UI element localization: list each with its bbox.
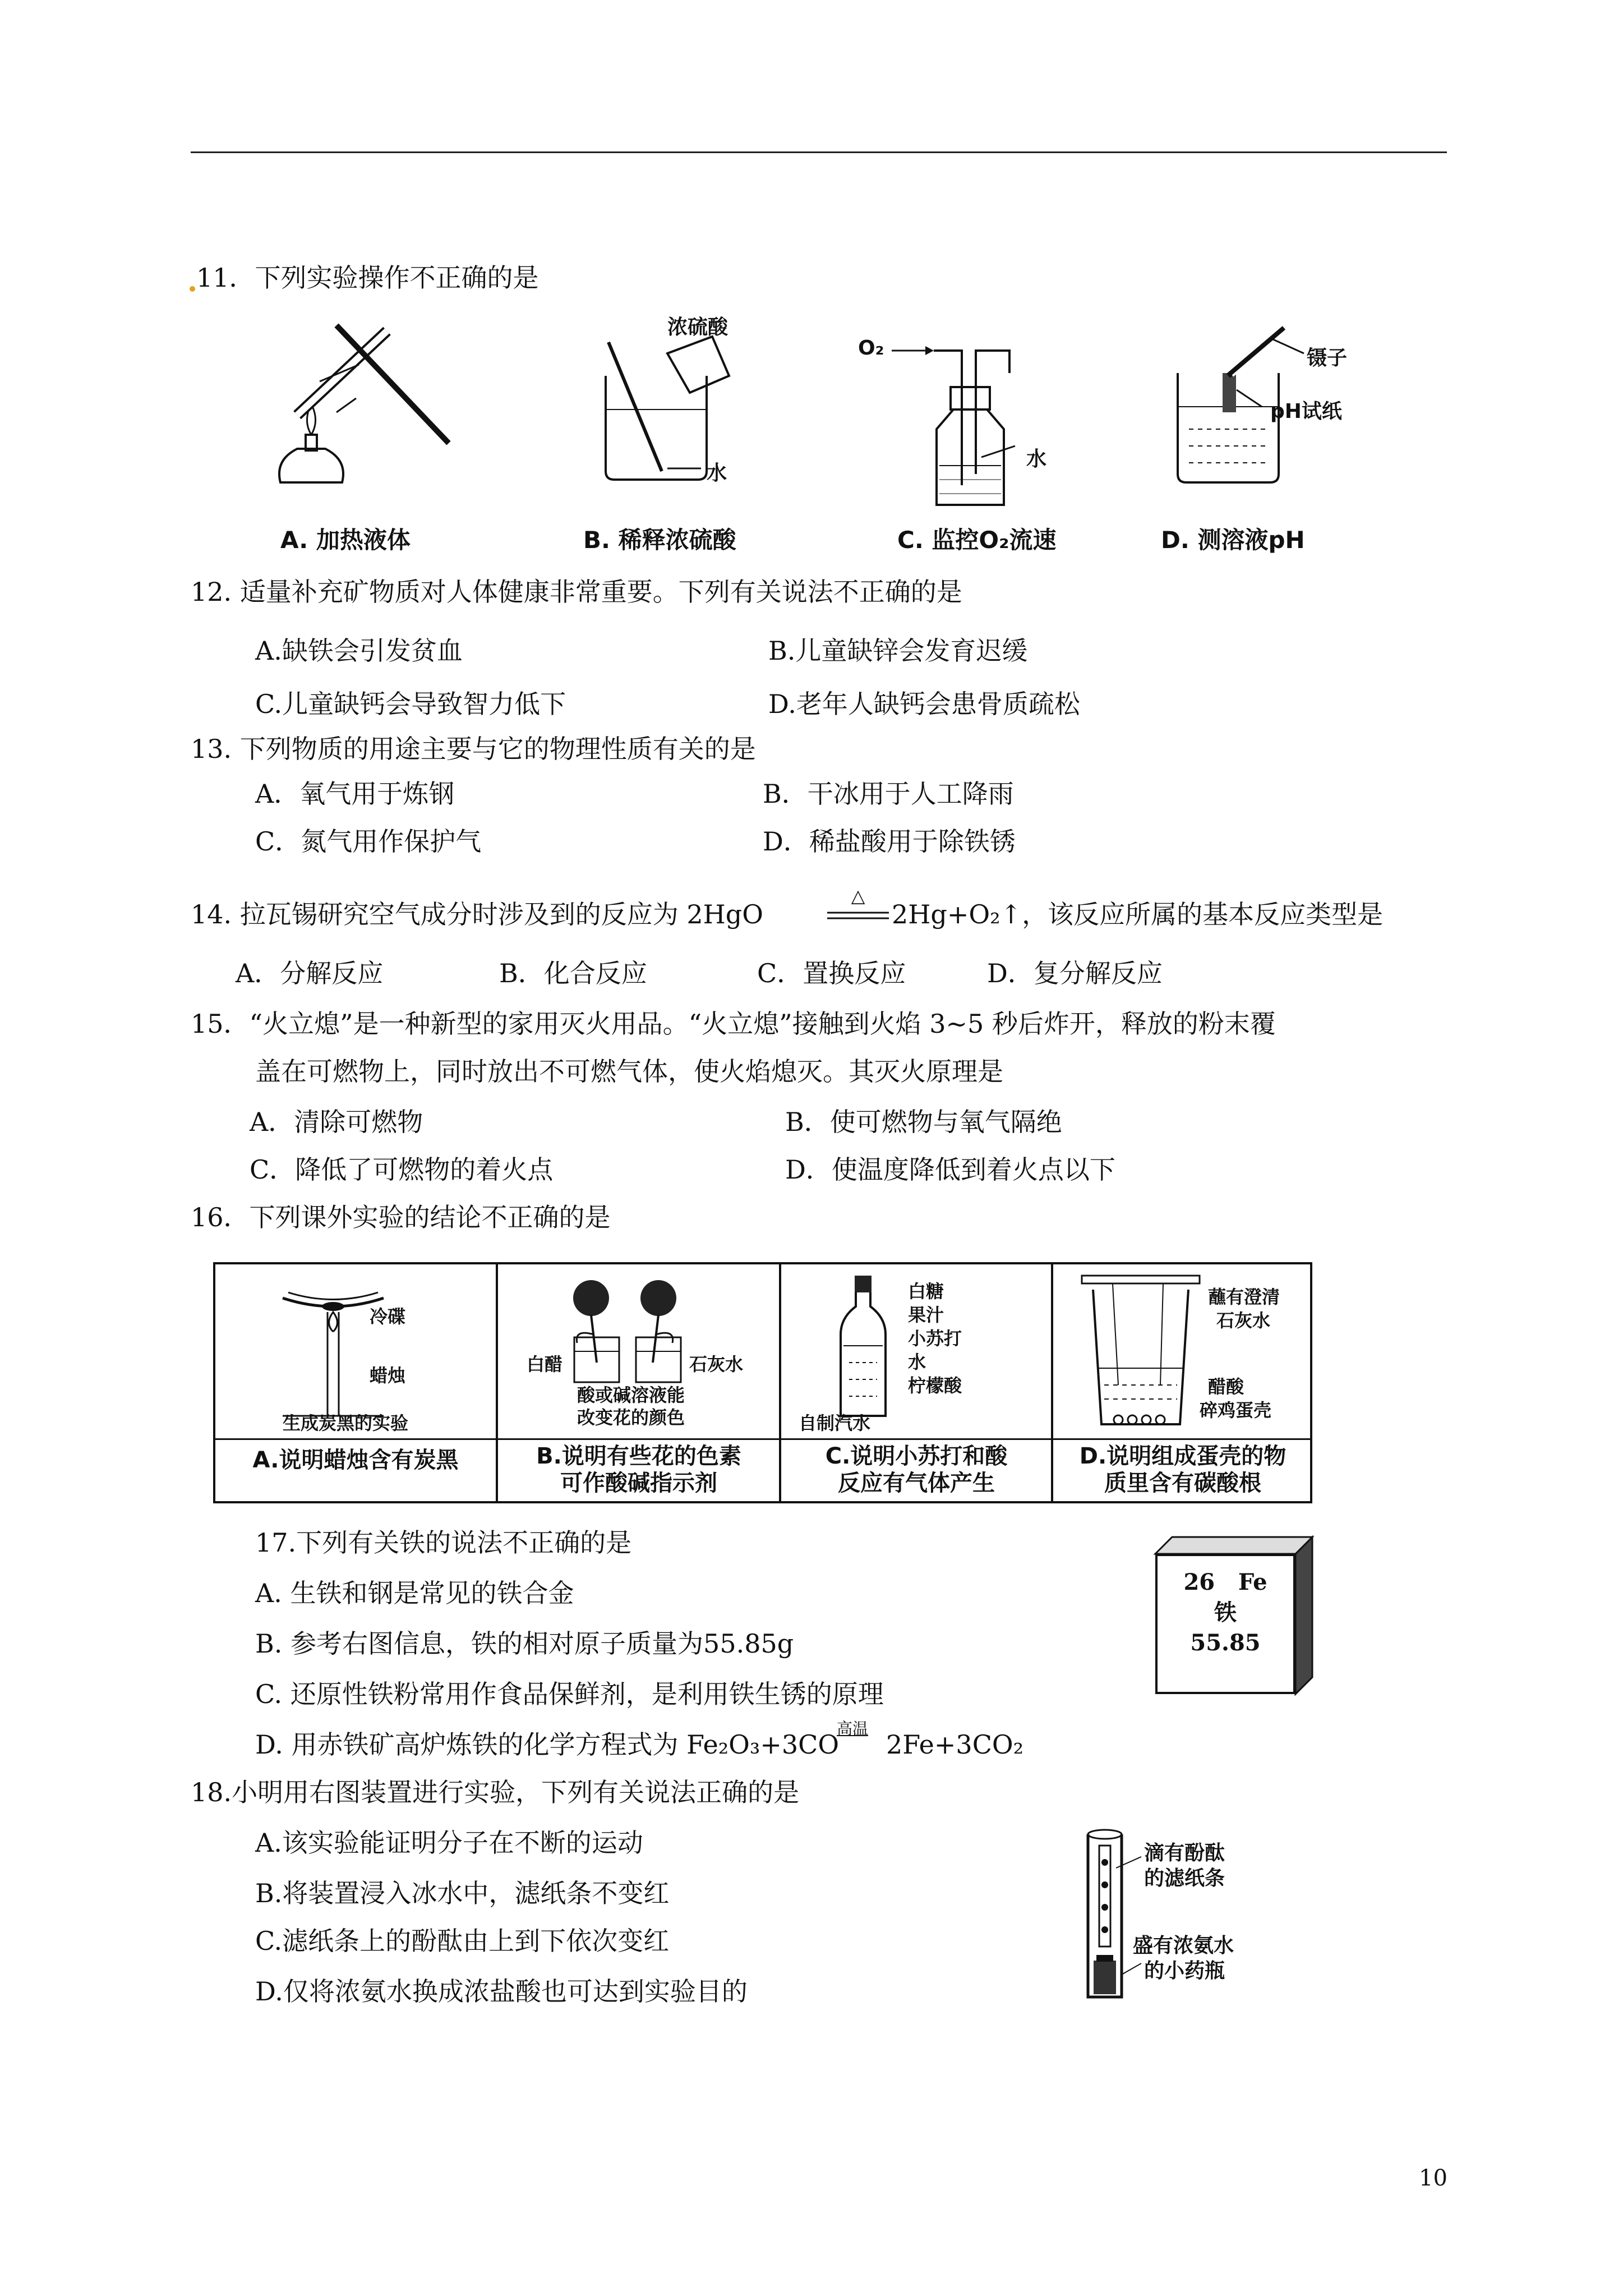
q13-option-d: D．稀盐酸用于除铁锈 — [763, 826, 1016, 857]
q16c-label-exp: 自制汽水 — [799, 1412, 871, 1434]
q16c-caption: C.说明小苏打和酸 反应有气体产生 — [825, 1443, 1008, 1496]
q18-option-a: A.该实验能证明分子在不断的运动 — [255, 1828, 643, 1858]
q11-title: 11．下列实验操作不正确的是 — [196, 263, 539, 293]
q17-option-a: A. 生铁和钢是常见的铁合金 — [255, 1578, 574, 1608]
q14-title-post: 2Hg+O₂↑，该反应所属的基本反应类型是 — [892, 899, 1384, 930]
q16a-caption: A.说明蜡烛含有炭黑 — [252, 1447, 459, 1473]
q17-option-d-post: 2Fe+3CO₂ — [886, 1729, 1024, 1760]
marker-dot — [190, 286, 195, 292]
eggshell-beaker-figure — [1079, 1273, 1202, 1435]
q17-option-b: B. 参考右图信息，铁的相对原子质量为55.85g — [255, 1628, 794, 1659]
q16a-label-exp: 生成炭黑的实验 — [283, 1412, 409, 1434]
q15-option-d: D．使温度降低到着火点以下 — [785, 1154, 1115, 1185]
element-symbol: Fe — [1238, 1569, 1267, 1595]
q17-condition: 高温 — [836, 1719, 868, 1738]
water-leader-line — [667, 466, 701, 471]
heating-liquid-figure — [264, 314, 465, 505]
q11-label-water-b: 水 — [707, 462, 727, 485]
q16b-label-line1: 酸或碱溶液能 — [577, 1384, 685, 1406]
q15-option-a: A．清除可燃物 — [250, 1107, 423, 1137]
q16c-label-juice: 果汁 — [908, 1304, 944, 1326]
q16a-label-plate: 冷碟 — [370, 1306, 406, 1327]
equals-sign — [827, 912, 889, 919]
soda-bottle-figure — [832, 1273, 900, 1424]
q16b-label-limewater: 石灰水 — [689, 1354, 744, 1375]
element-mass: 55.85 — [1190, 1630, 1261, 1656]
q17-option-c: C. 还原性铁粉常用作食品保鲜剂，是利用铁生锈的原理 — [255, 1679, 884, 1709]
q18-label-line4: 的小药瓶 — [1144, 1959, 1225, 1982]
q17-option-d-pre: D. 用赤铁矿高炉炼铁的化学方程式为 Fe₂O₃+3CO — [255, 1729, 840, 1760]
table-divider — [779, 1264, 781, 1501]
q13-title: 13. 下列物质的用途主要与它的物理性质有关的是 — [191, 734, 756, 764]
q18-label-line1: 滴有酚酞 — [1144, 1842, 1225, 1865]
q15-option-b: B．使可燃物与氧气隔绝 — [785, 1107, 1062, 1137]
q16c-label-soda: 小苏打 — [908, 1328, 962, 1349]
q15-option-c: C．降低了可燃物的着火点 — [250, 1154, 554, 1185]
q15-line1: 15．“火立熄”是一种新型的家用灭火用品。“火立熄”接触到火焰 3~5 秒后炸开，释放的粉末覆 — [191, 1009, 1276, 1039]
q14-condition: △ — [851, 885, 865, 907]
leader-lines — [1116, 1851, 1144, 1980]
q16c-label-water: 水 — [908, 1351, 926, 1373]
q17-title: 17.下列有关铁的说法不正确的是 — [255, 1527, 632, 1558]
q18-label-line2: 的滤纸条 — [1144, 1867, 1225, 1890]
q18-title: 18.小明用右图装置进行实验，下列有关说法正确的是 — [191, 1777, 800, 1807]
q16d-label-eggshell: 碎鸡蛋壳 — [1200, 1400, 1272, 1421]
q11-label-water-c: 水 — [1026, 448, 1047, 471]
q14-title-pre: 14. 拉瓦锡研究空气成分时涉及到的反应为 2HgO — [191, 899, 763, 930]
q13-option-c: C．氮气用作保护气 — [255, 826, 482, 857]
q18-option-d: D.仅将浓氨水换成浓盐酸也可达到实验目的 — [255, 1976, 748, 2007]
gas-bottle-figure — [892, 334, 1060, 519]
q13-option-a: A．氧气用于炼钢 — [255, 779, 455, 809]
q16b-caption: B.说明有些花的色素 可作酸碱指示剂 — [536, 1443, 741, 1496]
q12-option-d: D.老年人缺钙会患骨质疏松 — [768, 689, 1080, 719]
element-name: 铁 — [1214, 1599, 1237, 1626]
q12-option-c: C.儿童缺钙会导致智力低下 — [255, 689, 566, 719]
q16c-label-citric: 柠檬酸 — [908, 1375, 962, 1396]
cold-plate-candle-figure — [277, 1281, 389, 1421]
q11-label-conc-acid: 浓硫酸 — [667, 316, 728, 339]
q14-option-d: D．复分解反应 — [987, 958, 1163, 988]
q14-option-b: B．化合反应 — [499, 958, 647, 988]
q11-caption-d: D. 测溶液pH — [1161, 526, 1305, 554]
table-divider — [215, 1438, 1310, 1440]
q11-label-o2: O₂ — [858, 337, 884, 360]
q11-label-ph-paper: pH试纸 — [1270, 400, 1342, 423]
table-divider — [496, 1264, 498, 1501]
q11-caption-a: A. 加热液体 — [280, 526, 411, 554]
q16b-label-vinegar: 白醋 — [527, 1354, 563, 1375]
q18-option-c: C.滤纸条上的酚酞由上到下依次变红 — [255, 1926, 670, 1956]
q12-option-a: A.缺铁会引发贫血 — [255, 636, 463, 666]
q14-option-a: A．分解反应 — [236, 958, 384, 988]
q18-label-line3: 盛有浓氨水 — [1133, 1934, 1234, 1957]
q16d-label-limewater: 石灰水 — [1216, 1310, 1271, 1331]
q13-option-b: B．干冰用于人工降雨 — [763, 779, 1014, 809]
q16c-label-sugar: 白糖 — [908, 1281, 944, 1302]
q16b-label-line2: 改变花的颜色 — [577, 1407, 685, 1428]
q16-title: 16．下列课外实验的结论不正确的是 — [191, 1202, 611, 1232]
q11-caption-b: B. 稀释浓硫酸 — [583, 526, 736, 554]
page-number: 10 — [1419, 2165, 1447, 2191]
iron-element-card — [1155, 1554, 1295, 1694]
q11-caption-c: C. 监控O₂流速 — [897, 526, 1057, 554]
element-number: 26 — [1183, 1569, 1215, 1595]
q14-option-c: C．置换反应 — [757, 958, 906, 988]
q12-title: 12. 适量补充矿物质对人体健康非常重要。下列有关说法不正确的是 — [191, 577, 962, 607]
q18-option-b: B.将装置浸入冰水中，滤纸条不变红 — [255, 1878, 670, 1908]
q16d-label-acetic: 醋酸 — [1208, 1376, 1244, 1397]
q16-table — [213, 1262, 1312, 1503]
q16d-caption: D.说明组成蛋壳的物 质里含有碳酸根 — [1079, 1443, 1287, 1496]
q16a-label-candle: 蜡烛 — [370, 1365, 406, 1386]
q12-option-b: B.儿童缺锌会发育迟缓 — [768, 636, 1028, 666]
q11-label-tweezers: 镊子 — [1307, 347, 1348, 370]
header-rule — [191, 151, 1447, 153]
q16d-label-dip: 蘸有澄清 — [1208, 1286, 1280, 1308]
q15-line2: 盖在可燃物上，同时放出不可燃气体，使火焰熄灭。其灭火原理是 — [255, 1056, 1003, 1087]
